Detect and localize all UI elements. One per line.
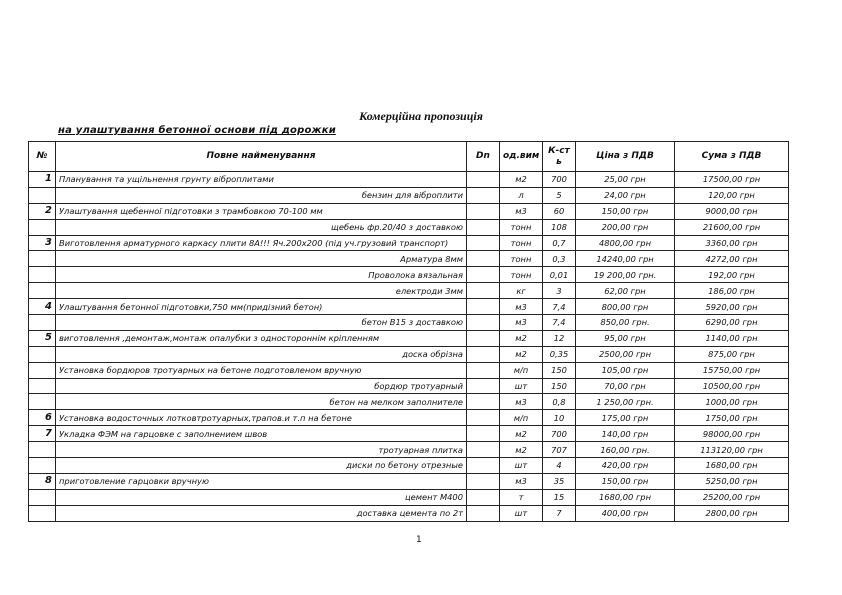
row-num: 3 bbox=[29, 235, 56, 251]
row-name: приготовление гарцовки вручную bbox=[56, 473, 467, 489]
row-qty: 0,3 bbox=[543, 251, 576, 267]
row-qty: 3 bbox=[543, 283, 576, 299]
row-unit: тонн bbox=[500, 219, 543, 235]
row-unit: м3 bbox=[500, 394, 543, 410]
row-sum: 25200,00 грн bbox=[675, 489, 789, 505]
row-price: 850,00 грн. bbox=[576, 315, 675, 331]
row-num bbox=[29, 315, 56, 331]
table-row bbox=[29, 378, 789, 394]
row-num: 4 bbox=[29, 299, 56, 315]
row-unit: м3 bbox=[500, 299, 543, 315]
row-sum: 186,00 грн bbox=[675, 283, 789, 299]
table-row bbox=[29, 203, 789, 219]
row-name: бензин для віброплити bbox=[56, 187, 467, 203]
header-num: № bbox=[29, 142, 56, 172]
row-sum: 6290,00 грн bbox=[675, 315, 789, 331]
row-num bbox=[29, 187, 56, 203]
row-sum: 1140,00 грн bbox=[675, 330, 789, 346]
row-dn bbox=[467, 378, 500, 394]
table-row bbox=[29, 251, 789, 267]
table-row bbox=[29, 410, 789, 426]
row-price: 200,00 грн bbox=[576, 219, 675, 235]
row-qty: 12 bbox=[543, 330, 576, 346]
row-name: виготовлення ,демонтаж,монтаж опалубки з одностороннім кріпленням bbox=[56, 330, 467, 346]
row-price: 14240,00 грн bbox=[576, 251, 675, 267]
row-num: 7 bbox=[29, 426, 56, 442]
header-sum: Сума з ПДВ bbox=[675, 142, 789, 172]
row-name: Укладка ФЭМ на гарцовке с заполнением швов bbox=[56, 426, 467, 442]
page-number: 1 bbox=[416, 535, 422, 545]
row-num bbox=[29, 442, 56, 458]
row-num bbox=[29, 267, 56, 283]
row-dn bbox=[467, 346, 500, 362]
row-sum: 1750,00 грн bbox=[675, 410, 789, 426]
row-dn bbox=[467, 394, 500, 410]
row-qty: 15 bbox=[543, 489, 576, 505]
row-dn bbox=[467, 426, 500, 442]
row-dn bbox=[467, 489, 500, 505]
row-name: Арматура 8мм bbox=[56, 251, 467, 267]
row-price: 160,00 грн. bbox=[576, 442, 675, 458]
row-qty: 150 bbox=[543, 362, 576, 378]
row-qty: 0,35 bbox=[543, 346, 576, 362]
proposal-table bbox=[28, 141, 789, 522]
row-unit: м2 bbox=[500, 172, 543, 188]
row-dn bbox=[467, 473, 500, 489]
row-price: 62,00 грн bbox=[576, 283, 675, 299]
row-unit: шт bbox=[500, 378, 543, 394]
row-dn bbox=[467, 219, 500, 235]
row-unit: м2 bbox=[500, 426, 543, 442]
row-num bbox=[29, 489, 56, 505]
row-num bbox=[29, 251, 56, 267]
row-price: 1680,00 грн bbox=[576, 489, 675, 505]
row-dn bbox=[467, 267, 500, 283]
table-row bbox=[29, 330, 789, 346]
row-num bbox=[29, 362, 56, 378]
row-name: Планування та ущільнення грунту віброплитами bbox=[56, 172, 467, 188]
row-qty: 7,4 bbox=[543, 315, 576, 331]
table-row bbox=[29, 187, 789, 203]
table-row bbox=[29, 172, 789, 188]
header-price: Ціна з ПДВ bbox=[576, 142, 675, 172]
row-price: 800,00 грн bbox=[576, 299, 675, 315]
row-unit: т bbox=[500, 489, 543, 505]
table-row bbox=[29, 299, 789, 315]
table-body bbox=[29, 172, 789, 522]
row-price: 70,00 грн bbox=[576, 378, 675, 394]
row-sum: 17500,00 грн bbox=[675, 172, 789, 188]
table-header-row bbox=[29, 142, 789, 172]
row-sum: 15750,00 грн bbox=[675, 362, 789, 378]
table-row bbox=[29, 458, 789, 474]
row-qty: 7,4 bbox=[543, 299, 576, 315]
row-price: 1 250,00 грн. bbox=[576, 394, 675, 410]
row-qty: 0,01 bbox=[543, 267, 576, 283]
row-qty: 4 bbox=[543, 458, 576, 474]
row-name: доставка цемента по 2т bbox=[56, 505, 467, 521]
table-row bbox=[29, 394, 789, 410]
row-unit: м2 bbox=[500, 330, 543, 346]
table-row bbox=[29, 489, 789, 505]
row-sum: 10500,00 грн bbox=[675, 378, 789, 394]
row-name: бордюр тротуарный bbox=[56, 378, 467, 394]
row-sum: 120,00 грн bbox=[675, 187, 789, 203]
row-num bbox=[29, 458, 56, 474]
row-dn bbox=[467, 505, 500, 521]
row-num: 1 bbox=[29, 172, 56, 188]
row-qty: 108 bbox=[543, 219, 576, 235]
row-qty: 700 bbox=[543, 172, 576, 188]
row-qty: 35 bbox=[543, 473, 576, 489]
row-dn bbox=[467, 362, 500, 378]
row-price: 24,00 грн bbox=[576, 187, 675, 203]
row-num bbox=[29, 505, 56, 521]
row-sum: 21600,00 грн bbox=[675, 219, 789, 235]
row-price: 4800,00 грн bbox=[576, 235, 675, 251]
row-qty: 0,7 bbox=[543, 235, 576, 251]
table-row bbox=[29, 505, 789, 521]
row-num: 2 bbox=[29, 203, 56, 219]
row-dn bbox=[467, 442, 500, 458]
row-sum: 98000,00 грн bbox=[675, 426, 789, 442]
document-subtitle: на улаштування бетонної основи під дорожки bbox=[58, 125, 336, 136]
row-qty: 60 bbox=[543, 203, 576, 219]
row-sum: 9000,00 грн bbox=[675, 203, 789, 219]
table-row bbox=[29, 362, 789, 378]
table-row bbox=[29, 473, 789, 489]
row-name: Улаштування щебенної підготовки з трамбовкою 70-100 мм bbox=[56, 203, 467, 219]
row-name: Установка водосточных лотковтротуарных,трапов.и т.п на бетоне bbox=[56, 410, 467, 426]
row-name: цемент М400 bbox=[56, 489, 467, 505]
row-price: 140,00 грн bbox=[576, 426, 675, 442]
row-unit: м/п bbox=[500, 362, 543, 378]
row-unit: м3 bbox=[500, 473, 543, 489]
row-dn bbox=[467, 203, 500, 219]
row-num bbox=[29, 346, 56, 362]
row-price: 105,00 грн bbox=[576, 362, 675, 378]
header-unit: од.вим bbox=[500, 142, 543, 172]
row-name: щебень фр.20/40 з доставкою bbox=[56, 219, 467, 235]
row-dn bbox=[467, 315, 500, 331]
row-sum: 113120,00 грн bbox=[675, 442, 789, 458]
row-price: 150,00 грн bbox=[576, 473, 675, 489]
table-row bbox=[29, 219, 789, 235]
row-price: 19 200,00 грн. bbox=[576, 267, 675, 283]
table-row bbox=[29, 235, 789, 251]
row-name: доска обрізна bbox=[56, 346, 467, 362]
row-price: 400,00 грн bbox=[576, 505, 675, 521]
row-qty: 707 bbox=[543, 442, 576, 458]
table-row bbox=[29, 426, 789, 442]
row-dn bbox=[467, 172, 500, 188]
row-name: Виготовлення арматурного каркасу плити 8А!!! Яч.200х200 (під уч.грузовий транспорт) bbox=[56, 235, 467, 251]
row-dn bbox=[467, 299, 500, 315]
row-price: 420,00 грн bbox=[576, 458, 675, 474]
row-num: 5 bbox=[29, 330, 56, 346]
row-num bbox=[29, 394, 56, 410]
row-unit: тонн bbox=[500, 267, 543, 283]
row-sum: 875,00 грн bbox=[675, 346, 789, 362]
row-price: 175,00 грн bbox=[576, 410, 675, 426]
row-unit: тонн bbox=[500, 235, 543, 251]
row-qty: 7 bbox=[543, 505, 576, 521]
row-qty: 150 bbox=[543, 378, 576, 394]
header-qty: К-сть bbox=[543, 142, 576, 172]
row-qty: 700 bbox=[543, 426, 576, 442]
row-unit: м3 bbox=[500, 315, 543, 331]
row-dn bbox=[467, 330, 500, 346]
row-num bbox=[29, 378, 56, 394]
row-name: Установка бордюров тротуарных на бетоне подготовленом вручную bbox=[56, 362, 467, 378]
row-dn bbox=[467, 187, 500, 203]
row-num: 6 bbox=[29, 410, 56, 426]
row-name: Проволока вязальная bbox=[56, 267, 467, 283]
header-dn: Dn bbox=[467, 142, 500, 172]
row-dn bbox=[467, 283, 500, 299]
row-name: бетон В15 з доставкою bbox=[56, 315, 467, 331]
row-num bbox=[29, 283, 56, 299]
row-price: 25,00 грн bbox=[576, 172, 675, 188]
row-unit: кг bbox=[500, 283, 543, 299]
row-price: 95,00 грн bbox=[576, 330, 675, 346]
table-row bbox=[29, 315, 789, 331]
row-unit: м2 bbox=[500, 442, 543, 458]
table-row bbox=[29, 346, 789, 362]
row-unit: м3 bbox=[500, 203, 543, 219]
row-dn bbox=[467, 458, 500, 474]
row-qty: 5 bbox=[543, 187, 576, 203]
row-name: диски по бетону отрезные bbox=[56, 458, 467, 474]
table-row bbox=[29, 267, 789, 283]
row-dn bbox=[467, 410, 500, 426]
row-num: 8 bbox=[29, 473, 56, 489]
row-unit: шт bbox=[500, 458, 543, 474]
row-qty: 0,8 bbox=[543, 394, 576, 410]
row-sum: 2800,00 грн bbox=[675, 505, 789, 521]
row-name: електроди 3мм bbox=[56, 283, 467, 299]
row-price: 2500,00 грн bbox=[576, 346, 675, 362]
document-title: Комерційна пропозиція bbox=[359, 109, 483, 123]
row-sum: 3360,00 грн bbox=[675, 235, 789, 251]
row-unit: м2 bbox=[500, 346, 543, 362]
row-sum: 1680,00 грн bbox=[675, 458, 789, 474]
row-sum: 5920,00 грн bbox=[675, 299, 789, 315]
row-num bbox=[29, 219, 56, 235]
row-unit: тонн bbox=[500, 251, 543, 267]
row-name: Улаштування бетонної підготовки,750 мм(придізний бетон) bbox=[56, 299, 467, 315]
row-unit: л bbox=[500, 187, 543, 203]
table-row bbox=[29, 442, 789, 458]
row-sum: 5250,00 грн bbox=[675, 473, 789, 489]
row-price: 150,00 грн bbox=[576, 203, 675, 219]
row-name: тротуарная плитка bbox=[56, 442, 467, 458]
row-unit: шт bbox=[500, 505, 543, 521]
header-name: Повне найменування bbox=[56, 142, 467, 172]
row-dn bbox=[467, 251, 500, 267]
row-sum: 192,00 грн bbox=[675, 267, 789, 283]
table-row bbox=[29, 283, 789, 299]
row-unit: м/п bbox=[500, 410, 543, 426]
row-name: бетон на мелком заполнителе bbox=[56, 394, 467, 410]
row-sum: 1000,00 грн bbox=[675, 394, 789, 410]
row-sum: 4272,00 грн bbox=[675, 251, 789, 267]
row-qty: 10 bbox=[543, 410, 576, 426]
row-dn bbox=[467, 235, 500, 251]
